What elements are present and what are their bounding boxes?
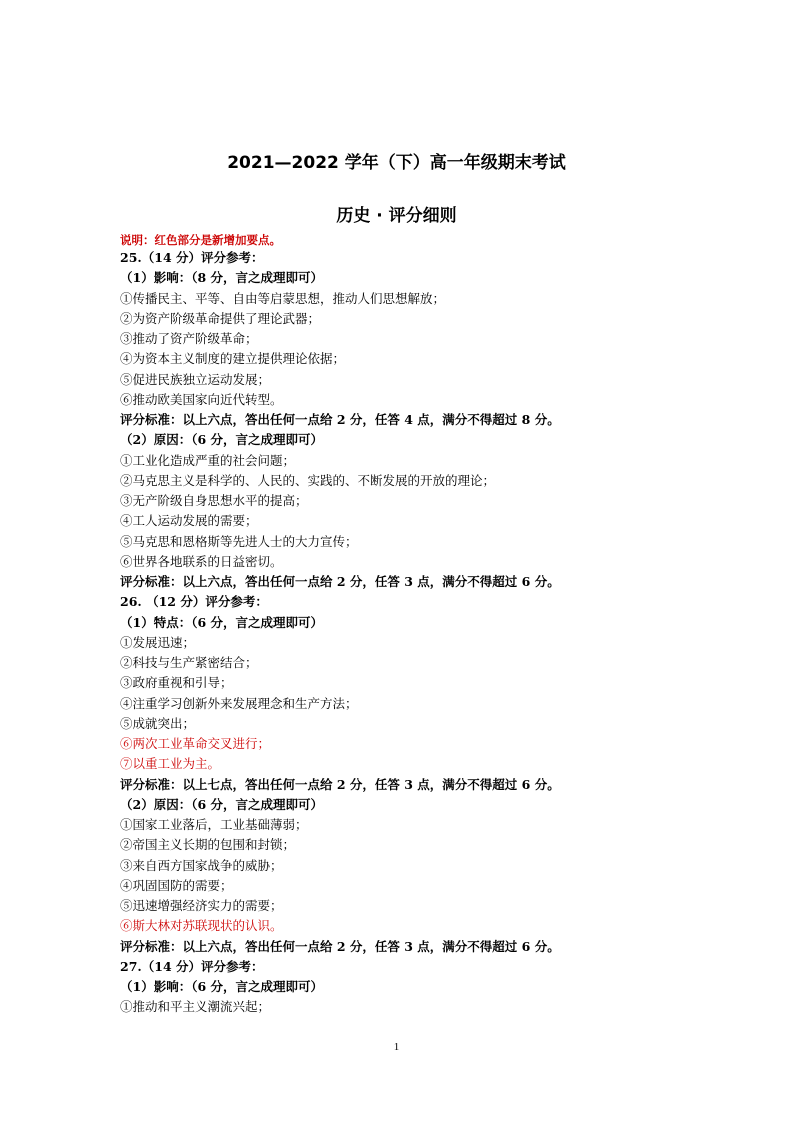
answer-line: ②帝国主义长期的包围和封锁； xyxy=(120,837,296,853)
section-heading: 评分标准：以上六点，答出任何一点给 2 分，任答 4 点，满分不得超过 8 分。 xyxy=(120,412,560,427)
answer-line: ①传播民主、平等、自由等启蒙思想，推动人们思想解放； xyxy=(120,290,446,306)
section-heading: （2）原因：（6 分，言之成理即可） xyxy=(120,796,323,812)
answer-line: ①国家工业落后，工业基础薄弱； xyxy=(120,817,308,832)
section-heading: 25.（14 分）评分参考： xyxy=(120,250,264,265)
answer-line: ②为资产阶级革命提供了理论武器； xyxy=(120,310,321,326)
section-heading: 评分标准：以上六点，答出任何一点给 2 分，任答 3 点，满分不得超过 6 分。 xyxy=(120,938,560,954)
section-heading: （1）特点：（6 分，言之成理即可） xyxy=(120,614,323,630)
document-subtitle: 历史 · 评分细则 xyxy=(336,206,457,226)
answer-line: ⑥两次工业革命交叉进行； xyxy=(120,736,271,751)
answer-line: ⑥推动欧美国家向近代转型。 xyxy=(120,391,283,407)
answer-line: ④注重学习创新外来发展理念和生产方法； xyxy=(120,695,358,711)
answer-line: ⑤促进民族独立运动发展； xyxy=(120,371,271,387)
answer-line: ②马克思主义是科学的、人民的、实践的、不断发展的开放的理论； xyxy=(120,472,496,488)
answer-line: ①推动和平主义潮流兴起； xyxy=(120,999,271,1015)
answer-line: ③推动了资产阶级革命； xyxy=(120,331,258,346)
answer-line: ⑤马克思和恩格斯等先进人士的大力宣传； xyxy=(120,533,358,549)
answer-content xyxy=(120,248,720,1018)
section-heading: 评分标准：以上六点，答出任何一点给 2 分，任答 3 点，满分不得超过 6 分。 xyxy=(120,574,560,589)
section-heading: 评分标准：以上七点，答出任何一点给 2 分，任答 3 点，满分不得超过 6 分。 xyxy=(120,776,560,792)
answer-line: ⑤成就突出； xyxy=(120,715,196,731)
answer-line: ⑦以重工业为主。 xyxy=(120,756,221,772)
answer-line: ③来自西方国家战争的威胁； xyxy=(120,857,283,873)
answer-line: ③无产阶级自身思想水平的提高； xyxy=(120,493,308,508)
note-text: 说明：红色部分是新增加要点。 xyxy=(120,233,281,247)
section-heading: （2）原因：（6 分，言之成理即可） xyxy=(120,432,323,448)
answer-line: ①发展迅速； xyxy=(120,634,196,650)
document-title: 2021—2022 学年（下）高一年级期末考试 xyxy=(227,153,566,173)
answer-line: ⑥斯大林对苏联现状的认识。 xyxy=(120,918,283,934)
section-heading: （1）影响：（8 分，言之成理即可） xyxy=(120,270,323,286)
answer-line: ⑥世界各地联系的日益密切。 xyxy=(120,553,283,569)
page-number: 1 xyxy=(393,1041,400,1053)
section-heading: 26. （12 分）评分参考： xyxy=(120,594,268,610)
answer-line: ⑤迅速增强经济实力的需要； xyxy=(120,898,283,913)
answer-line: ③政府重视和引导； xyxy=(120,675,233,691)
section-heading: （1）影响：（6 分，言之成理即可） xyxy=(120,979,323,994)
answer-line: ①工业化造成严重的社会问题； xyxy=(120,452,296,468)
section-heading: 27.（14 分）评分参考： xyxy=(120,958,264,974)
answer-line: ②科技与生产紧密结合； xyxy=(120,655,258,670)
answer-line: ④工人运动发展的需要； xyxy=(120,513,258,529)
answer-line: ④巩固国防的需要； xyxy=(120,877,233,893)
answer-line: ④为资本主义制度的建立提供理论依据； xyxy=(120,351,346,367)
